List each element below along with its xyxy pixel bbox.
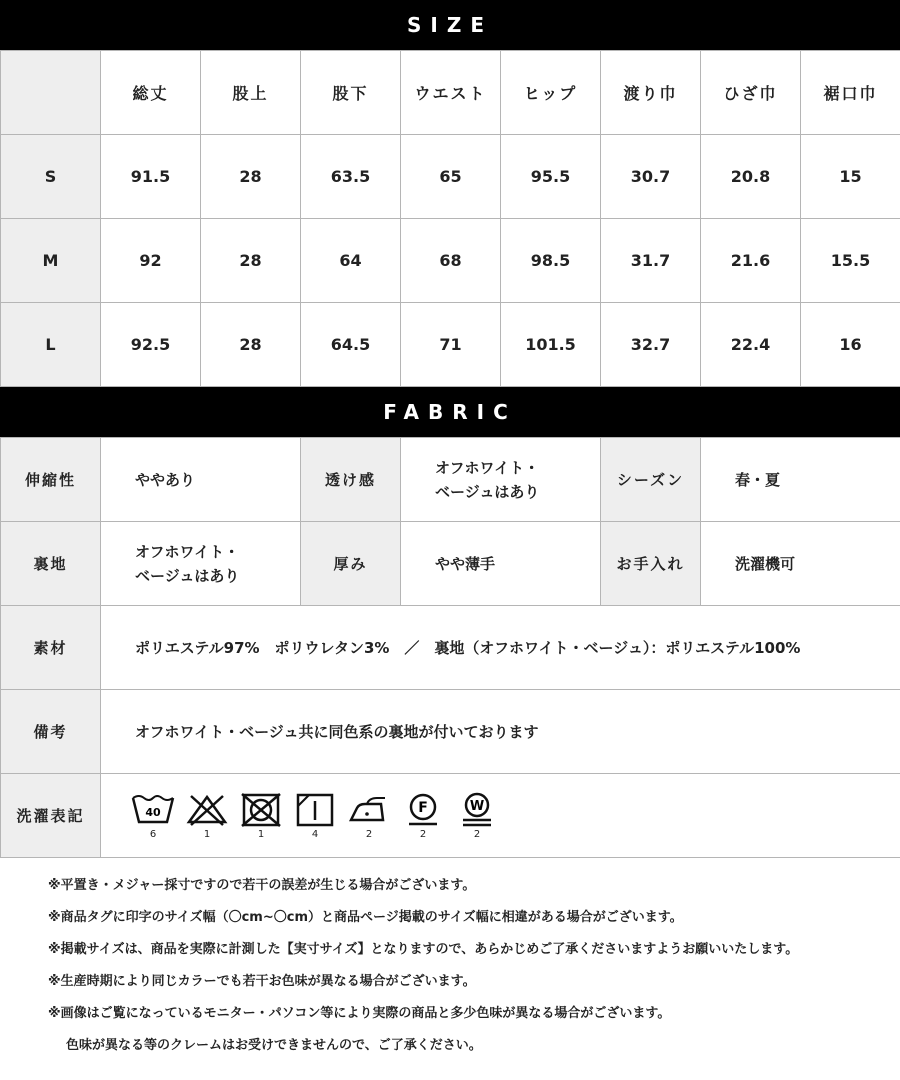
washtub-40-icon <box>131 792 175 828</box>
note-item: ※画像はご覧になっているモニター・パソコン等により実際の商品と多少色味が異なる場合がございます。 <box>48 1006 671 1021</box>
note-item: ※生産時期により同じカラーでも若干お色味が異なる場合がございます。 <box>48 974 476 989</box>
svg-text:W: W <box>469 798 485 814</box>
column-header-hem: 裾口巾 <box>801 51 900 135</box>
fabric-row-material <box>1 606 900 690</box>
care-number: 2 <box>419 828 427 840</box>
season-value: 春・夏 <box>701 438 900 522</box>
size-cell: 30.7 <box>601 135 701 219</box>
size-row-s <box>1 135 900 219</box>
size-label: S <box>1 135 101 219</box>
fabric-table <box>0 437 900 858</box>
remarks-label: 備考 <box>1 690 101 774</box>
size-cell: 64 <box>301 219 401 303</box>
column-header-rise: 股上 <box>201 51 301 135</box>
stretch-label: 伸縮性 <box>1 438 101 522</box>
fabric-row-2 <box>1 522 900 606</box>
column-header-hip: ヒップ <box>501 51 601 135</box>
care-symbol <box>347 792 391 840</box>
size-cell: 22.4 <box>701 303 801 387</box>
size-cell: 92 <box>101 219 201 303</box>
size-row-l <box>1 303 900 387</box>
size-label: M <box>1 219 101 303</box>
size-cell: 64.5 <box>301 303 401 387</box>
no-tumble-dry-icon <box>239 792 283 828</box>
care-value: 洗濯機可 <box>701 522 900 606</box>
size-cell: 32.7 <box>601 303 701 387</box>
dry-clean-f-icon <box>401 792 445 828</box>
material-label: 素材 <box>1 606 101 690</box>
note-item: ※掲載サイズは、商品を実際に計測した【実寸サイズ】となりますので、あらかじめご了承くださいますようお願いいたします。 <box>48 942 799 957</box>
svg-text:40: 40 <box>145 805 161 819</box>
fabric-section-title: FABRIC <box>0 387 900 437</box>
care-symbol <box>293 792 337 840</box>
note-item: ※商品タグに印字のサイズ幅（〇cm~〇cm）と商品ページ掲載のサイズ幅に相違がある場合がございます。 <box>48 910 683 925</box>
size-cell: 71 <box>401 303 501 387</box>
size-cell: 20.8 <box>701 135 801 219</box>
remarks-value: オフホワイト・ベージュ共に同色系の裏地が付いております <box>101 690 900 774</box>
size-cell: 21.6 <box>701 219 801 303</box>
size-cell: 91.5 <box>101 135 201 219</box>
fabric-row-remarks <box>1 690 900 774</box>
size-cell: 15 <box>801 135 900 219</box>
care-label: お手入れ <box>601 522 701 606</box>
care-symbol <box>239 792 283 840</box>
care-number: 4 <box>311 828 319 840</box>
season-label: シーズン <box>601 438 701 522</box>
size-corner-cell <box>1 51 101 135</box>
care-symbol <box>131 792 175 840</box>
size-table <box>0 50 900 387</box>
size-cell: 28 <box>201 135 301 219</box>
column-header-knee: ひざ巾 <box>701 51 801 135</box>
column-header-waist: ウエスト <box>401 51 501 135</box>
care-number: 1 <box>257 828 265 840</box>
note-item: ※平置き・メジャー採寸ですので若干の誤差が生じる場合がございます。 <box>48 878 476 893</box>
iron-icon <box>347 792 391 828</box>
size-label: L <box>1 303 101 387</box>
care-symbols <box>101 774 900 858</box>
sheerness-label: 透け感 <box>301 438 401 522</box>
size-cell: 65 <box>401 135 501 219</box>
fabric-row-1 <box>1 438 900 522</box>
care-number: 1 <box>203 828 211 840</box>
column-header-thigh: 渡り巾 <box>601 51 701 135</box>
size-cell: 63.5 <box>301 135 401 219</box>
size-cell: 95.5 <box>501 135 601 219</box>
size-row-m <box>1 219 900 303</box>
note-item: 色味が異なる等のクレームはお受けできませんので、ご了承ください。 <box>66 1038 482 1053</box>
size-header-row <box>1 51 900 135</box>
size-cell: 68 <box>401 219 501 303</box>
notes-list <box>48 870 888 1062</box>
svg-text:F: F <box>418 799 428 816</box>
thickness-value: やや薄手 <box>401 522 601 606</box>
wet-clean-w-icon <box>455 792 499 828</box>
size-cell: 28 <box>201 303 301 387</box>
care-symbol <box>185 792 229 840</box>
column-header-length: 総丈 <box>101 51 201 135</box>
size-cell: 28 <box>201 219 301 303</box>
size-cell: 101.5 <box>501 303 601 387</box>
thickness-label: 厚み <box>301 522 401 606</box>
no-bleach-icon <box>185 792 229 828</box>
size-cell: 15.5 <box>801 219 900 303</box>
lining-label: 裏地 <box>1 522 101 606</box>
care-number: 2 <box>473 828 481 840</box>
fabric-row-wash <box>1 774 900 858</box>
lining-value: オフホワイト・ ベージュはあり <box>101 522 301 606</box>
care-number: 6 <box>149 828 157 840</box>
size-cell: 98.5 <box>501 219 601 303</box>
size-cell: 31.7 <box>601 219 701 303</box>
material-value: ポリエステル97% ポリウレタン3% ／ 裏地（オフホワイト・ベージュ）：ポリエステル100% <box>101 606 900 690</box>
care-number: 2 <box>365 828 373 840</box>
line-dry-shade-icon <box>293 792 337 828</box>
size-section-title: SIZE <box>0 0 900 50</box>
care-symbol <box>401 792 445 840</box>
wash-label: 洗濯表記 <box>1 774 101 858</box>
size-cell: 16 <box>801 303 900 387</box>
column-header-inseam: 股下 <box>301 51 401 135</box>
sheerness-value: オフホワイト・ ベージュはあり <box>401 438 601 522</box>
care-symbol <box>455 792 499 840</box>
size-cell: 92.5 <box>101 303 201 387</box>
stretch-value: ややあり <box>101 438 301 522</box>
